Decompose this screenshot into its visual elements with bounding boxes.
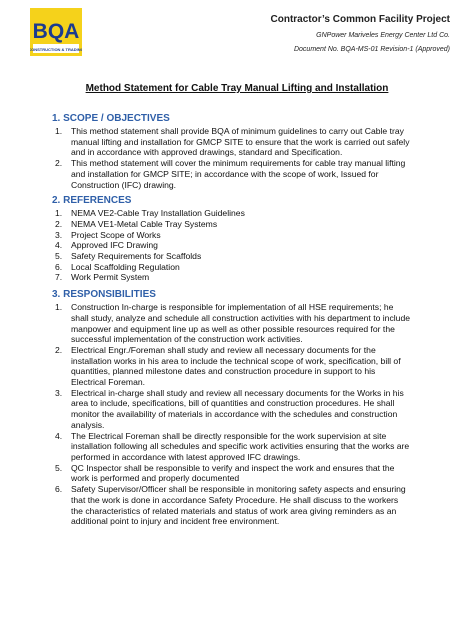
list-item-line: monitor the availability of materials in accordance with the schedules and construction xyxy=(71,409,398,420)
list-item-line: quantities, planned milestone dates and construction procedure in support to his xyxy=(71,366,376,377)
document-title: Method Statement for Cable Tray Manual Lifting and Installation xyxy=(85,83,389,94)
list-item-line: work is performed and properly documented xyxy=(71,473,240,484)
list-item-line: Safety Supervisor/Officer shall be responsible in monitoring safety aspects and ensuring xyxy=(71,484,406,495)
list-item-line: manual lifting and installation for GMCP SITE to ensure that the work is carried out safely xyxy=(71,136,410,147)
list-number: 2. xyxy=(55,218,63,229)
scope-list xyxy=(55,126,455,190)
list-number: 2. xyxy=(55,344,63,355)
list-item-line: This method statement shall provide BQA of minimum guidelines to carry out Cable tray xyxy=(71,126,404,136)
list-item-line: that the work is done in accordance Safety Procedure. He shall discuss to the workers xyxy=(71,494,399,505)
list-item-line: NEMA VE1-Metal Cable Tray Systems xyxy=(71,218,218,229)
list-number: 5. xyxy=(55,251,63,262)
list-number: 4. xyxy=(55,240,63,251)
list-item-line: the characteristics of related materials and status of work area giving reminders as an xyxy=(71,505,397,516)
list-item xyxy=(55,302,455,345)
list-item-line: QC Inspector shall be responsible to verify and inspect the work and ensures that the xyxy=(71,462,395,473)
section-scope xyxy=(52,112,455,190)
list-item xyxy=(55,388,455,431)
responsibilities-list xyxy=(55,302,455,527)
list-item xyxy=(55,431,455,463)
list-item-line: successful implementation of the construction work activities. xyxy=(71,334,303,345)
list-item-line: Local Scaffolding Regulation xyxy=(71,261,180,272)
list-item-line: performed in accordance with latest approved IFC drawings. xyxy=(71,451,301,462)
list-item-line: manpower and equipment line up as well as other possible resources required for the xyxy=(71,323,395,334)
list-item xyxy=(55,262,455,273)
list-item-line: installation following all schedules and specific work activities ensuring that the works are xyxy=(71,441,410,452)
list-item xyxy=(55,208,455,219)
list-number: 1. xyxy=(55,302,63,313)
list-item-line: additional point to injury and incident free environment. xyxy=(71,516,280,527)
list-item-line: Work Permit System xyxy=(71,272,150,283)
list-item-line: Safety Requirements for Scaffolds xyxy=(71,251,202,262)
list-item xyxy=(55,126,455,158)
document-body xyxy=(52,112,455,527)
list-item-line: The Electrical Foreman shall be directly responsible for the work supervision at site xyxy=(71,430,387,441)
section-responsibilities xyxy=(52,288,455,527)
document-header xyxy=(271,13,450,56)
list-number: 1. xyxy=(55,126,63,136)
list-number: 6. xyxy=(55,261,63,272)
list-item-line: Construction In-charge is responsible for implementation of all HSE requirements; he xyxy=(71,302,394,313)
list-number: 5. xyxy=(55,462,63,473)
section-heading: 2. REFERENCES xyxy=(52,195,132,207)
list-item-line: and installation for GMCP SITE; in accordance with the scope of work, Issued for xyxy=(71,168,379,179)
list-number: 1. xyxy=(55,208,63,219)
list-number: 6. xyxy=(55,484,63,495)
list-item xyxy=(55,230,455,241)
list-item-line: shall study, analyze and schedule all construction activities with his department to include xyxy=(71,312,410,323)
list-number: 2. xyxy=(55,158,63,169)
logo-subtext: CONSTRUCTION & TRADING xyxy=(30,47,82,52)
list-item xyxy=(55,219,455,230)
section-heading: 1. SCOPE / OBJECTIVES xyxy=(52,113,170,124)
list-number: 4. xyxy=(55,430,63,441)
list-item xyxy=(55,272,455,283)
client-name: GNPower Mariveles Energy Center Ltd Co. xyxy=(316,32,450,39)
company-logo xyxy=(30,8,82,56)
document-number: Document No. BQA-MS-01 Revision-1 (Approved) xyxy=(293,46,450,53)
list-item-line: NEMA VE2-Cable Tray Installation Guidelines xyxy=(71,208,245,219)
list-item xyxy=(55,240,455,251)
list-item xyxy=(55,251,455,262)
list-item xyxy=(55,345,455,388)
list-number: 7. xyxy=(55,272,63,283)
list-item xyxy=(55,484,455,527)
list-item-line: Approved IFC Drawing xyxy=(71,240,158,251)
list-item-line: Electrical Engr./Foreman shall study and review all necessary documents for the xyxy=(71,344,376,355)
references-list xyxy=(55,208,455,283)
project-name: Contractor’s Common Facility Project xyxy=(270,14,450,25)
list-item-line: and in accordance with approved drawings, standard and Specification. xyxy=(71,147,343,158)
list-item xyxy=(55,463,455,484)
list-item-line: Electrical Foreman. xyxy=(71,377,146,388)
list-item xyxy=(55,158,455,190)
list-item-line: Construction (IFC) drawing. xyxy=(71,179,177,190)
list-item-line: installation works in his area to include the technical scope of work, specification, bill of xyxy=(71,355,401,366)
list-number: 3. xyxy=(55,229,63,240)
bqa-logo-icon xyxy=(30,8,82,56)
list-item-line: area to include, specifications, bill of quantities and construction procedures. He shall xyxy=(71,398,395,409)
list-number: 3. xyxy=(55,387,63,398)
section-heading: 3. RESPONSIBILITIES xyxy=(52,289,156,301)
list-item-line: Project Scope of Works xyxy=(71,229,161,240)
list-item-line: analysis. xyxy=(71,419,105,430)
list-item-line: Electrical in-charge shall study and review all necessary documents for the Works in his xyxy=(71,387,404,398)
list-item-line: This method statement will cover the minimum requirements for cable tray manual lifting xyxy=(71,158,406,169)
section-references xyxy=(52,194,455,283)
logo-text: BQA xyxy=(32,20,80,43)
